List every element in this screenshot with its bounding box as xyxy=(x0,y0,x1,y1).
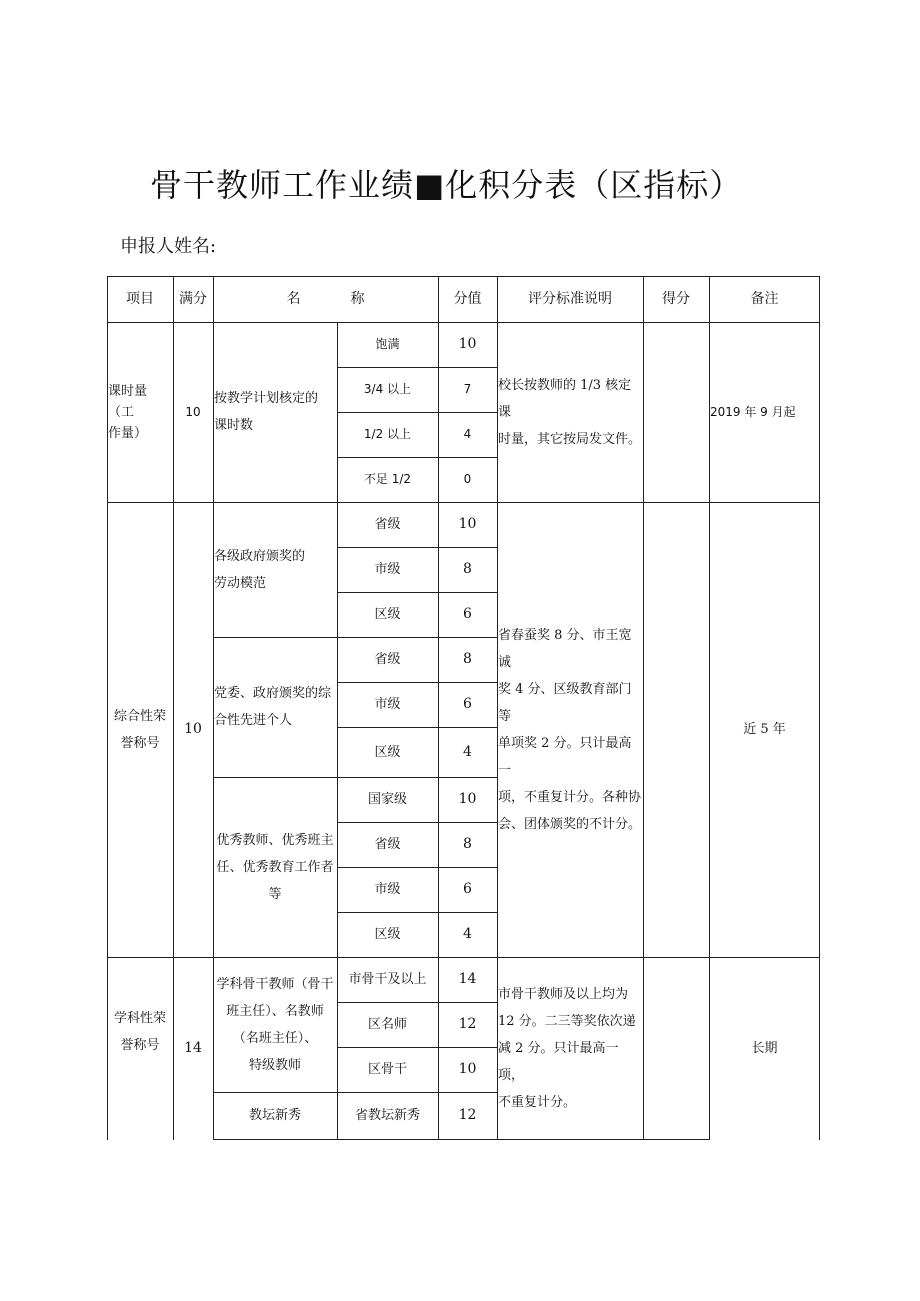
section3-score-input[interactable] xyxy=(643,957,709,1139)
level-cell: 不足 1/2 xyxy=(363,472,412,486)
score-cell: 14 xyxy=(458,971,477,987)
level-cell: 省级 xyxy=(374,517,401,532)
score-cell: 10 xyxy=(458,791,477,807)
section1-remark: 2019 年 9 月起 xyxy=(710,404,796,419)
score-cell: 4 xyxy=(463,926,472,942)
section3-remark: 长期 xyxy=(751,1041,778,1056)
header-full-score: 满分 xyxy=(179,290,207,307)
header-name-char-1: 名 xyxy=(286,290,301,307)
page-title: 骨干教师工作业绩■化积分表（区指标） xyxy=(150,166,743,204)
score-cell: 4 xyxy=(463,427,472,441)
section1-item: 课时量 （工 作量） xyxy=(108,383,148,441)
level-cell: 市级 xyxy=(374,697,401,712)
score-cell: 8 xyxy=(463,651,472,667)
level-cell: 区级 xyxy=(374,927,401,942)
score-cell: 6 xyxy=(463,696,472,712)
score-cell: 12 xyxy=(458,1016,477,1032)
applicant-name-label: 申报人姓名: xyxy=(120,236,217,257)
score-cell: 6 xyxy=(463,606,472,622)
score-cell: 7 xyxy=(463,382,472,396)
score-cell: 12 xyxy=(458,1107,477,1123)
level-cell: 市级 xyxy=(374,562,401,577)
level-cell: 省级 xyxy=(374,652,401,667)
score-cell: 0 xyxy=(463,472,472,486)
section2-full-score: 10 xyxy=(184,721,202,737)
score-cell: 4 xyxy=(463,743,472,760)
level-cell: 区级 xyxy=(374,607,401,622)
level-cell: 区级 xyxy=(374,744,401,760)
score-cell: 10 xyxy=(458,336,477,352)
section3-full-score: 14 xyxy=(184,1040,202,1056)
score-table xyxy=(107,276,820,1140)
section1-score-input[interactable] xyxy=(643,322,709,502)
section2-score-input[interactable] xyxy=(643,502,709,957)
level-cell: 国家级 xyxy=(367,792,407,807)
section1-full-score: 10 xyxy=(185,404,201,419)
section1-criteria: 校长按教师的 1/3 核定课 时量，其它按局发文件。 xyxy=(498,377,642,447)
section2-item: 综合性荣 誉称号 xyxy=(113,708,166,751)
header-score-value: 分值 xyxy=(453,290,482,307)
score-cell: 8 xyxy=(463,561,472,577)
section2-remark: 近 5 年 xyxy=(743,722,786,737)
score-cell: 8 xyxy=(463,836,472,852)
level-cell: 区名师 xyxy=(367,1017,407,1032)
section2-group3-name: 优秀教师、优秀班主 任、优秀教育工作者 等 xyxy=(216,832,334,902)
header-criteria: 评分标准说明 xyxy=(528,290,612,307)
section2-group1-name: 各级政府颁奖的 劳动模范 xyxy=(214,548,306,591)
header-name xyxy=(213,276,438,322)
section3-group2-name: 教坛新秀 xyxy=(248,1108,301,1123)
section1-name: 按教学计划核定的 课时数 xyxy=(214,391,319,433)
header-score-got: 得分 xyxy=(662,290,690,307)
level-cell: 省教坛新秀 xyxy=(354,1108,420,1123)
level-cell: 饱满 xyxy=(375,337,400,351)
score-cell: 10 xyxy=(458,1061,477,1077)
section2-criteria: 省春蚕奖 8 分、市王宽诚 奖 4 分、区级教育部门等 单项奖 2 分。只计最高一 项，不重复计分。各种协 会、团体颁奖的不计分。 xyxy=(498,627,642,832)
score-cell: 10 xyxy=(458,516,477,532)
section3-group1-name: 学科骨干教师（骨干 班主任）、名教师 （名班主任）、 特级教师 xyxy=(216,976,334,1073)
section2-group2-name: 党委、政府颁奖的综 合性先进个人 xyxy=(214,686,332,728)
level-cell: 1/2 以上 xyxy=(363,427,412,441)
header-item: 项目 xyxy=(126,290,154,307)
header-remark: 备注 xyxy=(750,290,779,307)
section3-item: 学科性荣 誉称号 xyxy=(113,1011,166,1053)
level-cell: 市级 xyxy=(374,882,401,897)
level-cell: 省级 xyxy=(374,837,401,852)
level-cell: 区骨干 xyxy=(367,1062,407,1077)
score-cell: 6 xyxy=(463,881,472,897)
section3-criteria: 市骨干教师及以上均为 12 分。二三等奖依次递 减 2 分。只计最高一项， 不重复计分。 xyxy=(498,986,636,1110)
level-cell: 市骨干及以上 xyxy=(348,972,427,987)
level-cell: 3/4 以上 xyxy=(363,382,412,396)
header-name-char-2: 称 xyxy=(350,290,365,307)
